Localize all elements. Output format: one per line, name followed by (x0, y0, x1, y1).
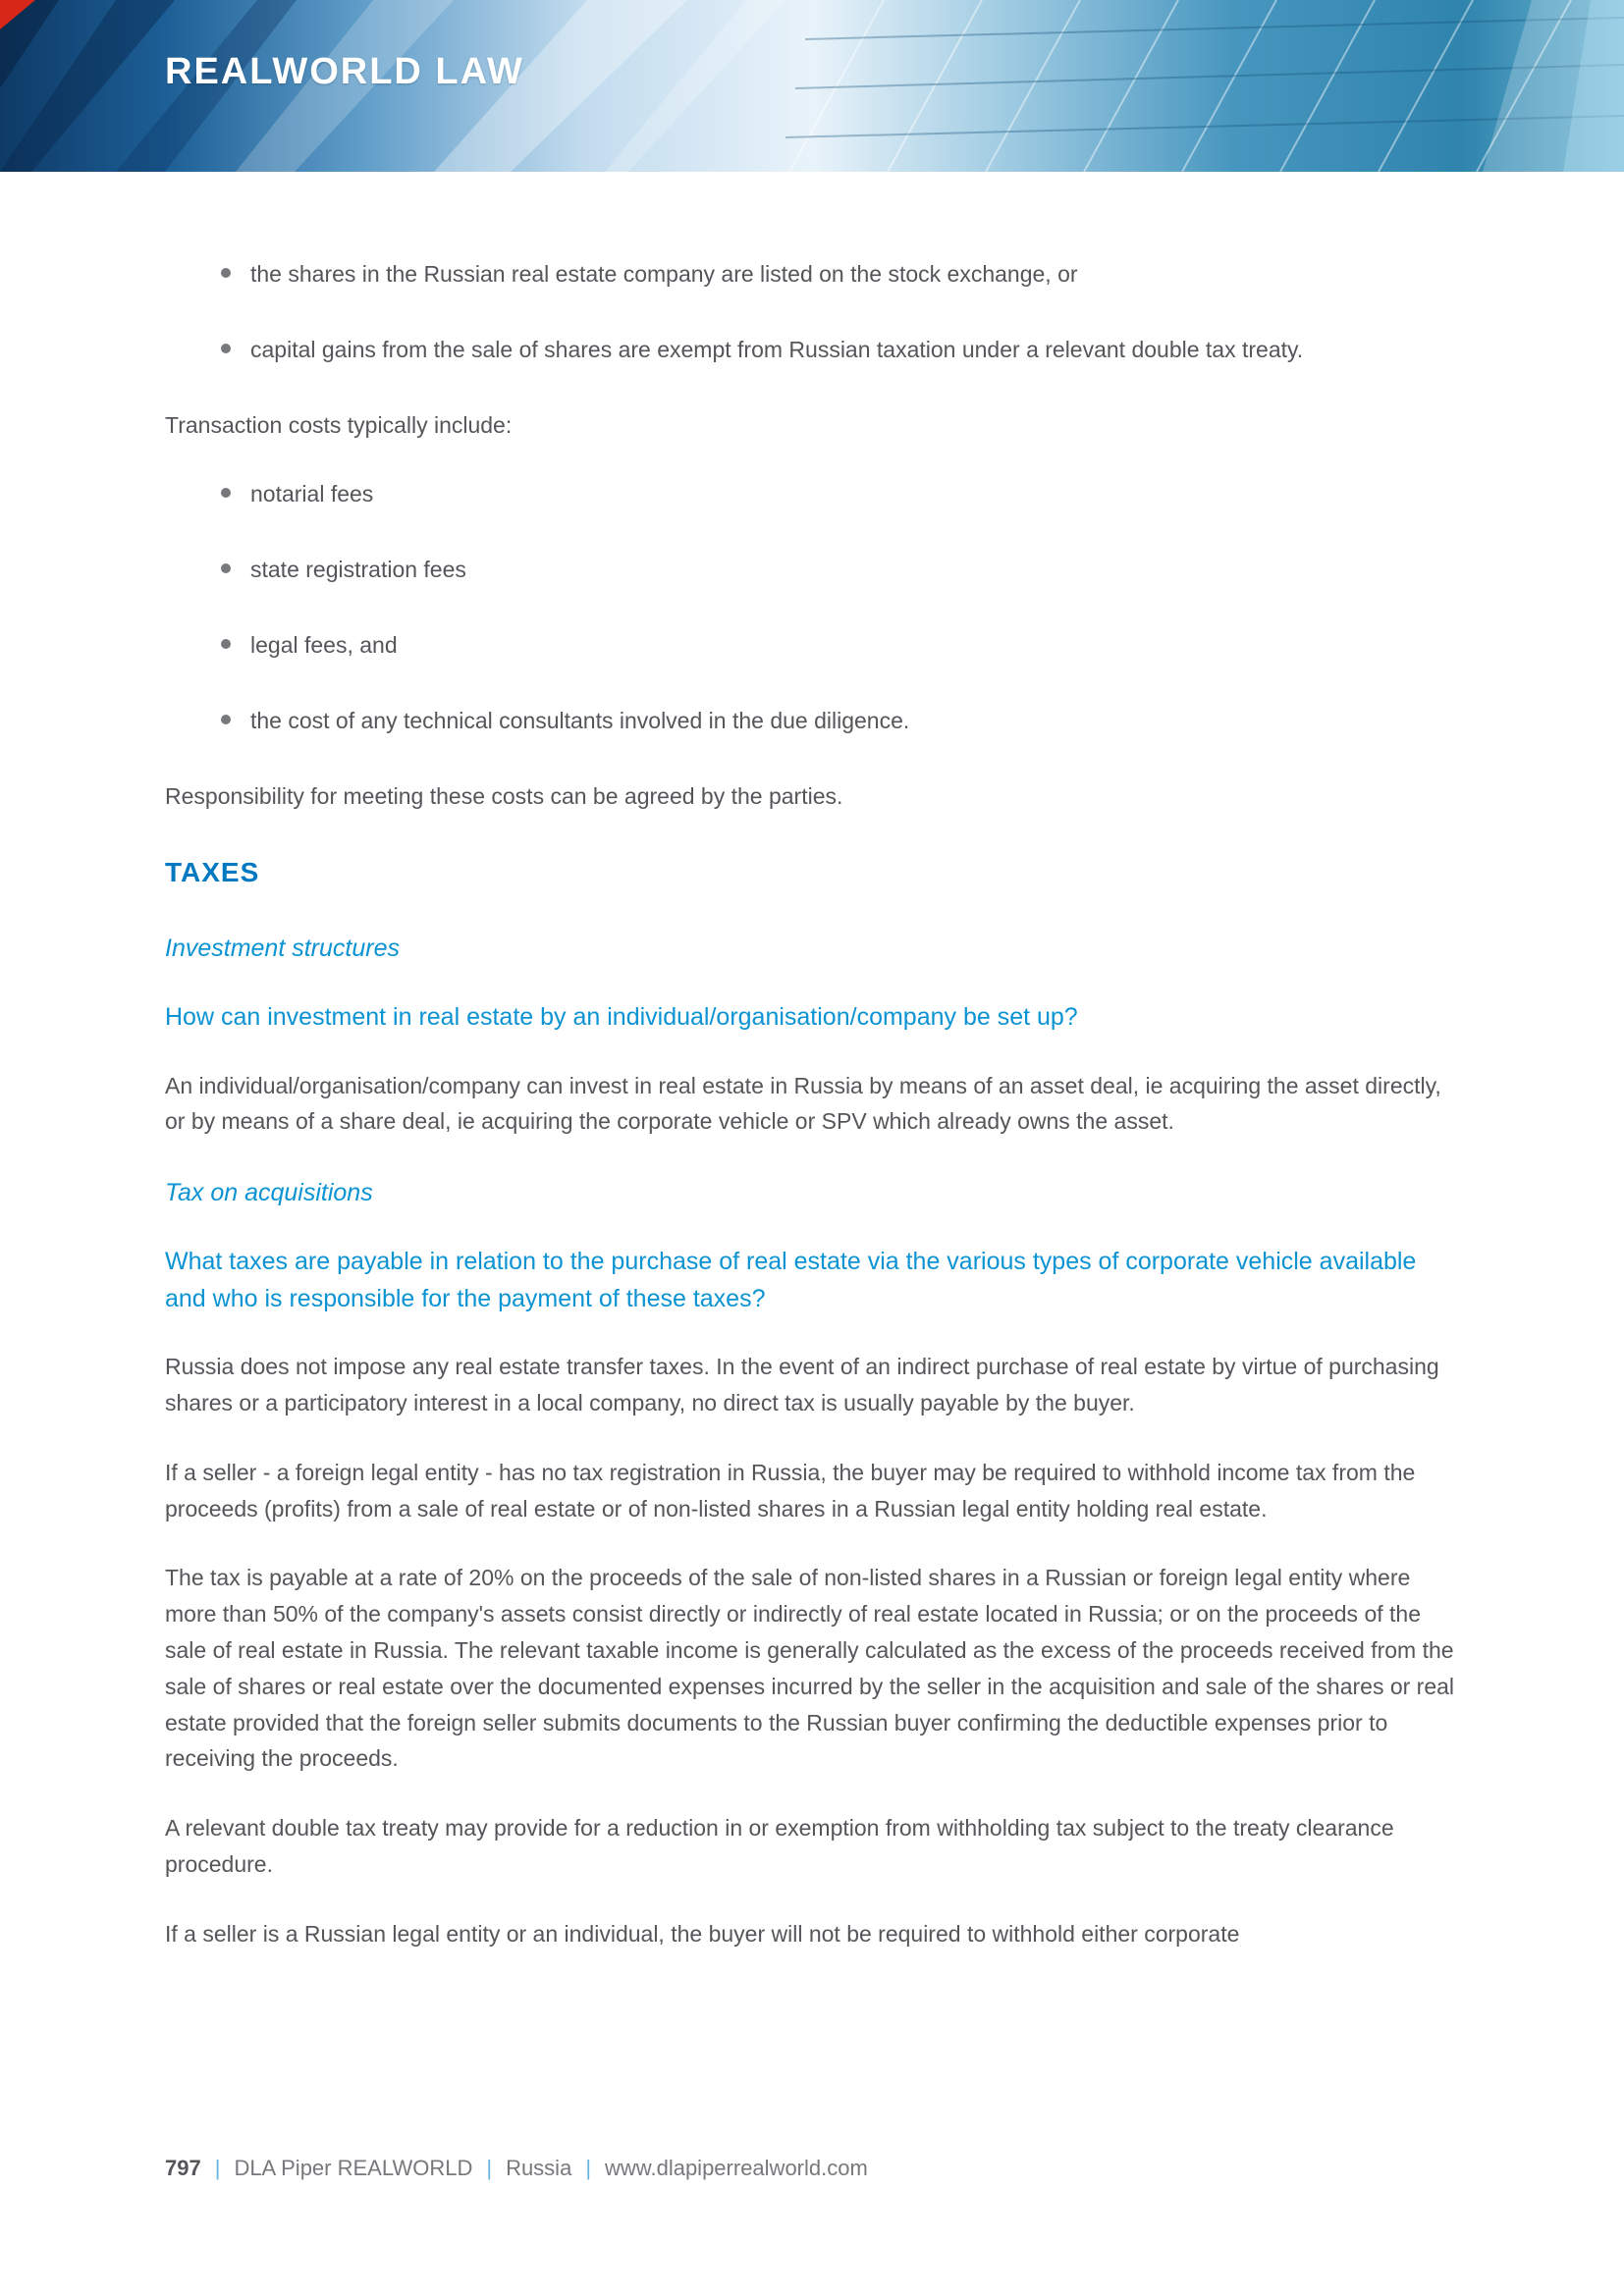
bullet-text: legal fees, and (250, 631, 398, 658)
bullet-icon (221, 639, 231, 649)
paragraph-transaction-costs: Transaction costs typically include: (165, 411, 513, 438)
list-item (221, 476, 1459, 512)
paragraph-answer-investment-setup: An individual/organisation/company can invest in real estate in Russia by means of an asset deal, ie acquiring the asset directly, or by means of a share deal, ie acquiring the corporate vehicle or SPV which already owns the asset. (165, 1072, 1441, 1135)
paragraph-responsibility: Responsibility for meeting these costs can be agreed by the parties. (165, 782, 843, 809)
bullet-icon (221, 715, 231, 724)
bullet-icon (221, 344, 231, 353)
paragraph-answer-taxes-5: If a seller is a Russian legal entity or an individual, the buyer will not be required to withhold either corporate (165, 1920, 1240, 1947)
list-item (221, 552, 1459, 588)
footer-separator: | (214, 2156, 221, 2180)
bullet-text: the cost of any technical consultants involved in the due diligence. (250, 707, 910, 733)
footer-brand: DLA Piper REALWORLD (234, 2156, 473, 2180)
bullet-icon (221, 268, 231, 278)
list-item (221, 256, 1459, 293)
paragraph-answer-taxes-4: A relevant double tax treaty may provide for a reduction in or exemption from withholding tax subject to the treaty clearance procedure. (165, 1815, 1394, 1878)
brand-title: REALWORLD LAW (165, 51, 524, 92)
bullet-text: capital gains from the sale of shares are exempt from Russian taxation under a relevant double tax treaty. (250, 336, 1304, 362)
bullet-text: notarial fees (250, 481, 374, 507)
page-header-banner (0, 0, 1624, 172)
paragraph-answer-taxes-1: Russia does not impose any real estate transfer taxes. In the event of an indirect purchase of real estate by virtue of purchasing shares or a participatory interest in a local company, no direct tax is usually payable by the buyer. (165, 1354, 1439, 1416)
subsection-heading-investment-structures: Investment structures (165, 934, 400, 963)
footer-country: Russia (506, 2156, 572, 2180)
bullet-list-transaction-costs (165, 476, 1459, 738)
bullet-icon (221, 563, 231, 573)
paragraph-answer-taxes-3: The tax is payable at a rate of 20% on the proceeds of the sale of non-listed shares in a Russian or foreign legal entity where more than 50% of the company's assets consist directly or indirectly of real estate located in Russia; or on the proceeds of the sale of real estate in Russia. The relevant taxable income is generally calculated as the excess of the proceeds received from the sale of shares or real estate over the documented expenses incurred by the seller in the acquisition and sale of the shares or real estate provided that the foreign seller submits documents to the Russian buyer confirming the deductible expenses prior to receiving the proceeds. (165, 1565, 1455, 1772)
bullet-icon (221, 488, 231, 498)
section-heading-taxes: TAXES (165, 857, 260, 888)
page-content (0, 172, 1624, 1952)
footer-separator: | (486, 2156, 493, 2180)
paragraph-answer-taxes-2: If a seller - a foreign legal entity - has no tax registration in Russia, the buyer may be required to withhold income tax from the proceeds (profits) from a sale of real estate or of non-listed shares in a Russian legal entity holding real estate. (165, 1459, 1416, 1522)
bullet-text: state registration fees (250, 557, 466, 583)
list-item (221, 332, 1459, 368)
footer-separator: | (585, 2156, 592, 2180)
subsection-heading-tax-on-acquisitions: Tax on acquisitions (165, 1179, 373, 1207)
footer-url[interactable]: www.dlapiperrealworld.com (605, 2156, 868, 2180)
list-item (221, 627, 1459, 664)
question-heading-taxes-payable: What taxes are payable in relation to the purchase of real estate via the various types of corporate vehicle available and who is responsible for the payment of these taxes? (165, 1248, 1417, 1312)
bullet-list-share-conditions (165, 256, 1459, 368)
list-item (221, 703, 1459, 739)
question-heading-investment-setup: How can investment in real estate by an individual/organisation/company be set up? (165, 1003, 1078, 1032)
page-number: 797 (165, 2156, 201, 2180)
bullet-text: the shares in the Russian real estate company are listed on the stock exchange, or (250, 261, 1078, 287)
page-footer (165, 2156, 868, 2181)
